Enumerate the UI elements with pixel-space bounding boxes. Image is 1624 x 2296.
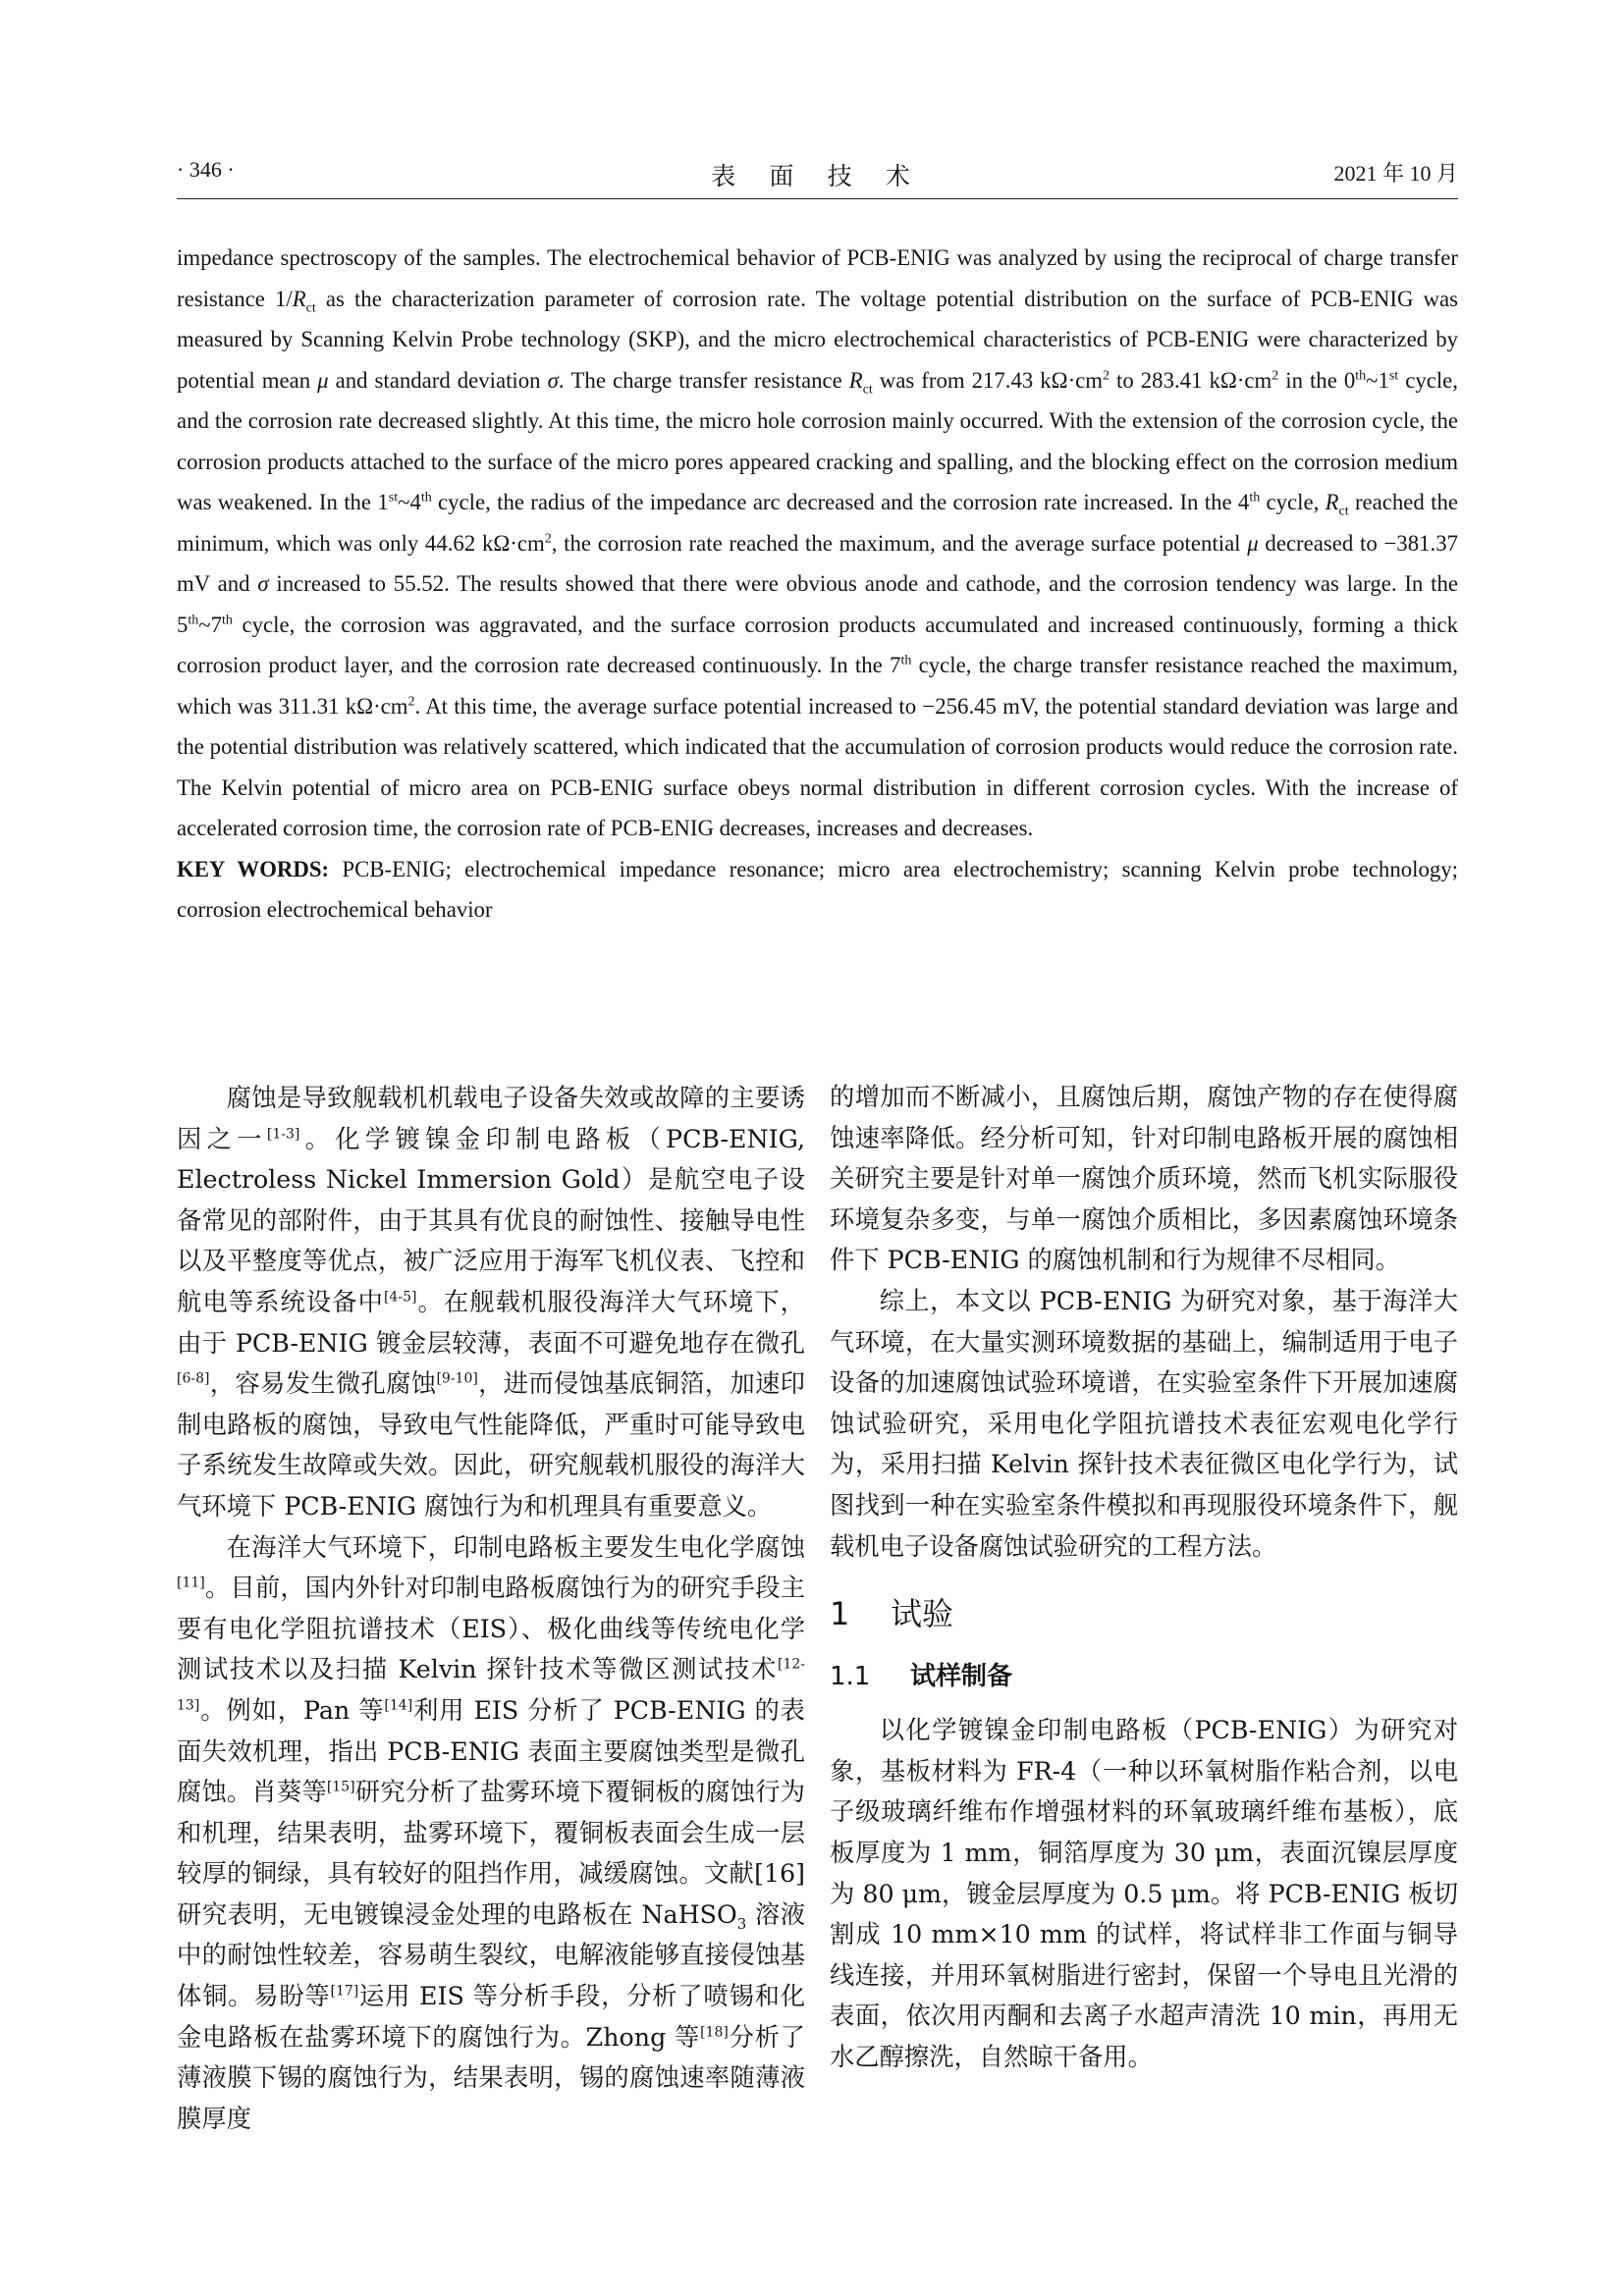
section-number: 1 bbox=[830, 1595, 850, 1633]
subsection-number: 1.1 bbox=[830, 1662, 871, 1692]
journal-title: 表 面 技 术 bbox=[711, 164, 924, 190]
section-heading bbox=[830, 1592, 1458, 1635]
keywords-label: KEY WORDS: bbox=[177, 856, 330, 881]
english-abstract: impedance spectroscopy of the samples. The electrochemical behavior of PCB-ENIG was analyzed by using the reciprocal of charge transfer resistance $1/R_{ct}$ as the characterization parameter of corrosion rate. The voltage potential distribution on the surface of PCB-ENIG was measured by Scanning Kelvin Probe technology (SKP), and the micro electrochemical characteristics of PCB-ENIG were characterized by potential mean μ and standard deviation σ. The charge transfer resistance $R_{ct}$ was from 217.43 $k\Omega\cdot cm^2$ to 283.41 $k\Omega\cdot cm^2$ in the 0th~1st cycle, and the corrosion rate decreased slightly. At this time, the micro hole corrosion mainly occurred. With the extension of the corrosion cycle, the corrosion products attached to the surface of the micro pores appeared cracking and spalling, and the blocking effect on the corrosion medium was weakened. In the 1st~4th cycle, the radius of the impedance arc decreased and the corrosion rate increased. In the 4th cycle, $R_{ct}$ reached the minimum, which was only 44.62 $k\Omega\cdot cm^2$, the corrosion rate reached the maximum, and the average surface potential μ decreased to −381.37 mV and σ increased to 55.52. The results showed that there were obvious anode and cathode, and the corrosion tendency was large. In the 5th~7th cycle, the corrosion was aggravated, and the surface corrosion products accumulated and increased continuously, forming a thick corrosion product layer, and the corrosion rate decreased continuously. In the 7th cycle, the charge transfer resistance reached the maximum, which was 311.31 $k\Omega\cdot cm^2$. At this time, the average surface potential increased to −256.45 mV, the potential standard deviation was large and the potential distribution was relatively scattered, which indicated that the accumulation of corrosion products would reduce the corrosion rate. The Kelvin potential of micro area on PCB-ENIG surface obeys normal distribution in different corrosion cycles. With the increase of accelerated corrosion time, the corrosion rate of PCB-ENIG decreases, increases and decreases. KEY WORDS: PCB-ENIG; electrochemical impedance resonance; micro area electrochemistry; scanning Kelvin probe technology; corrosion electrochemical behavior bbox=[177, 245, 1459, 922]
page-number: · 346 · bbox=[177, 157, 235, 182]
section-title: 试验 bbox=[891, 1595, 954, 1633]
subsection-title: 试样制备 bbox=[910, 1662, 1013, 1692]
keywords: PCB-ENIG; electrochemical impedance resonance; micro area electrochemistry; scanning Kelvin probe technology; corrosion electrochemical behavior bbox=[177, 856, 1458, 922]
subsection-heading bbox=[830, 1657, 1458, 1696]
issue-date: 2021 年 10 月 bbox=[1333, 161, 1458, 186]
left-column bbox=[177, 1078, 805, 2139]
intro-paragraph-4: 综上，本文以 PCB-ENIG 为研究对象，基于海洋大气环境，在大量实测环境数据的基础上，编制适用于电子设备的加速腐蚀试验环境谱，在实验室条件下开展加速腐蚀试验研究，采用电化学阻抗谱技术表征宏观电化学行为，采用扫描 Kelvin 探针技术表征微区电化学行为，试图找到一种在实验室条件模拟和再现服役环境条件下，舰载机电子设备腐蚀试验研究的工程方法。 bbox=[830, 1286, 1458, 1561]
header-rule bbox=[177, 198, 1458, 199]
intro-paragraph-1: 腐蚀是导致舰载机机载电子设备失效或故障的主要诱因之一[1-3]。化学镀镍金印制电路板（PCB-ENIG, Electroless Nickel Immersion Gold）是航空电子设备常见的部附件，由于其具有优良的耐蚀性、接触导电性以及平整度等优点，被广泛应用于海军飞机仪表、飞控和航电等系统设备中[4-5]。在舰载机服役海洋大气环境下，由于 PCB-ENIG 镀金层较薄，表面不可避免地存在微孔[6-8]，容易发生微孔腐蚀[9-10]，进而侵蚀基底铜箔，加速印制电路板的腐蚀，导致电气性能降低，严重时可能导致电子系统发生故障或失效。因此，研究舰载机服役的海洋大气环境下 PCB-ENIG 腐蚀行为和机理具有重要意义。 bbox=[177, 1084, 805, 1521]
intro-paragraph-2: 在海洋大气环境下，印制电路板主要发生电化学腐蚀[11]。目前，国内外针对印制电路板腐蚀行为的研究手段主要有电化学阻抗谱技术（EIS）、极化曲线等传统电化学测试技术以及扫描 Kelvin 探针技术等微区测试技术[12-13]。例如，Pan 等[14]利用 EIS 分析了 PCB-ENIG 的表面失效机理，指出 PCB-ENIG 表面主要腐蚀类型是微孔腐蚀。肖葵等[15]研究分析了盐雾环境下覆铜板的腐蚀行为和机理，结果表明，盐雾环境下，覆铜板表面会生成一层较厚的铜绿，具有较好的阻挡作用，减缓腐蚀。文献[16]研究表明，无电镀镍浸金处理的电路板在 NaHSO$_3$ 溶液中的耐蚀性较差，容易萌生裂纹，电解液能够直接侵蚀基体铜。易盼等[17]运用 EIS 等分析手段，分析了喷锡和化金电路板在盐雾环境下的腐蚀行为。Zhong 等[18]分析了薄液膜下锡的腐蚀行为，结果表明，锡的腐蚀速率随薄液膜厚度 bbox=[177, 1532, 806, 2133]
sample-preparation-paragraph: 以化学镀镍金印制电路板（PCB-ENIG）为研究对象，基板材料为 FR-4（一种以环氧树脂作粘合剂，以电子级玻璃纤维布作增强材料的环氧玻璃纤维布基板），底板厚度为 1 mm，铜箔厚度为 30 μm，表面沉镍层厚度为 80 μm，镀金层厚度为 0.5 μm。将 PCB-ENIG 板切割成 10 mm×10 mm 的试样，将试样非工作面与铜导线连接，并用环氧树脂进行密封，保留一个导电且光滑的表面，依次用丙酮和去离子水超声清洗 10 min，再用无水乙醇擦洗，自然晾干备用。 bbox=[830, 1716, 1458, 2071]
right-column bbox=[830, 1077, 1458, 2077]
running-header bbox=[177, 157, 1458, 196]
intro-paragraph-3: 的增加而不断减小，且腐蚀后期，腐蚀产物的存在使得腐蚀速率降低。经分析可知，针对印制电路板开展的腐蚀相关研究主要是针对单一腐蚀介质环境，然而飞机实际服役环境复杂多变，与单一腐蚀介质相比，多因素腐蚀环境条件下 PCB-ENIG 的腐蚀机制和行为规律不尽相同。 bbox=[830, 1083, 1458, 1275]
